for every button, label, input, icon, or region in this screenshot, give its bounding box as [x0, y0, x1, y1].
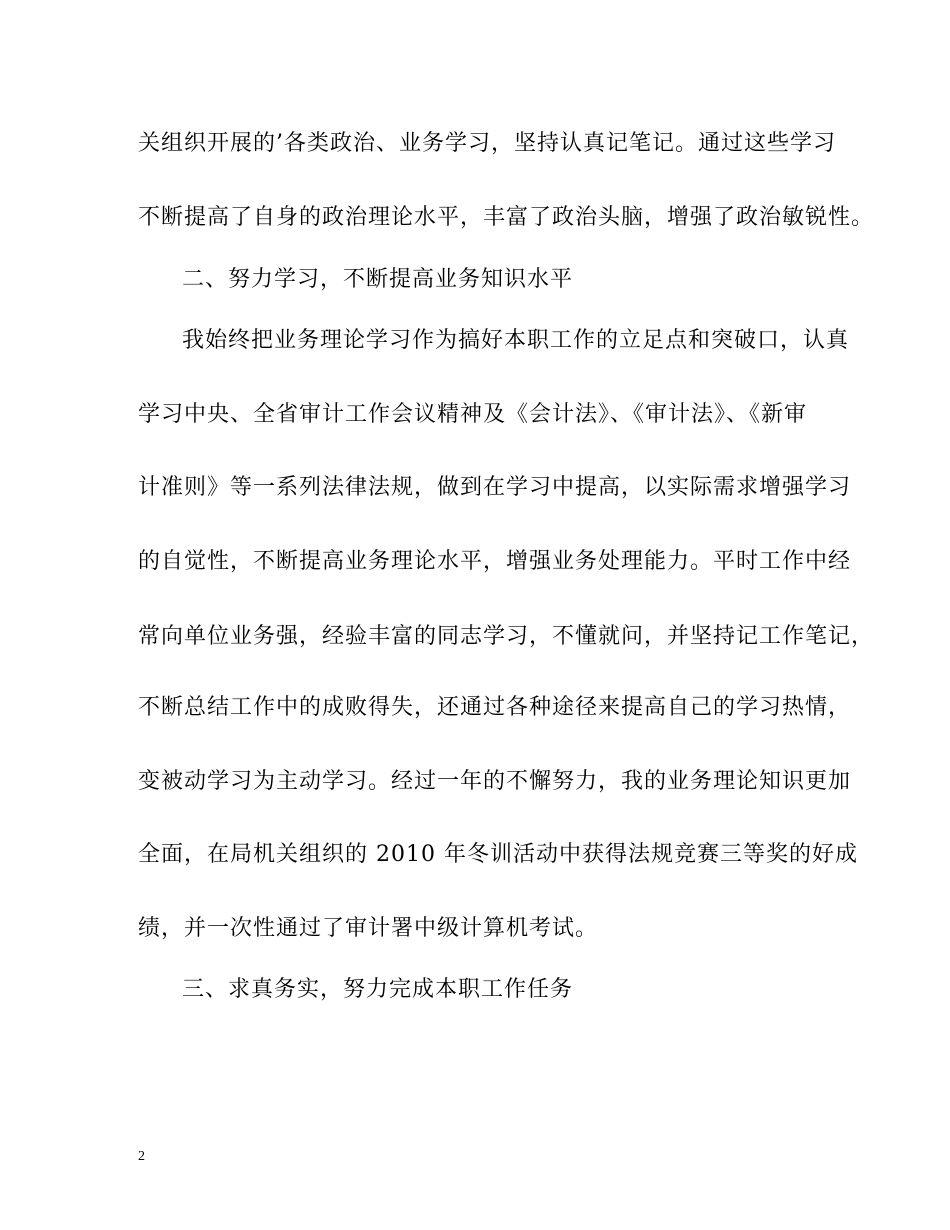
body-text-line: 不断总结工作中的成败得失，还通过各种途径来提高自己的学习热情， [138, 695, 852, 720]
body-text-line: 关组织开展的’各类政治、业务学习，坚持认真记笔记。通过这些学习 [138, 131, 836, 156]
body-text-line: 绩，并一次性通过了审计署中级计算机考试。 [138, 916, 599, 941]
body-text-line: 计准则》等一系列法律法规，做到在学习中提高，以实际需求增强学习 [138, 475, 852, 500]
body-text-line: 的自觉性，不断提高业务理论水平，增强业务处理能力。平时工作中经 [138, 549, 852, 574]
section-heading: 三、求真务实，努力完成本职工作任务 [182, 977, 574, 1002]
page-number: 2 [138, 1149, 145, 1164]
body-text-line: 学习中央、全省审计工作会议精神及《会计法》、《审计法》、《新审 [138, 402, 808, 427]
section-heading: 二、努力学习，不断提高业务知识水平 [182, 267, 574, 292]
body-text-line: 全面，在局机关组织的 2010 年冬训活动中获得法规竞赛三等奖的好成 [138, 842, 858, 867]
body-text-line: 变被动学习为主动学习。经过一年的不懈努力，我的业务理论知识更加 [138, 769, 852, 794]
paragraph-start: 我始终把业务理论学习作为搞好本职工作的立足点和突破口，认真 [182, 328, 850, 353]
body-text-line: 常向单位业务强，经验丰富的同志学习，不懂就问，并坚持记工作笔记， [138, 624, 875, 649]
body-text-line: 不断提高了自身的政治理论水平，丰富了政治头脑，增强了政治敏锐性。 [138, 205, 875, 230]
